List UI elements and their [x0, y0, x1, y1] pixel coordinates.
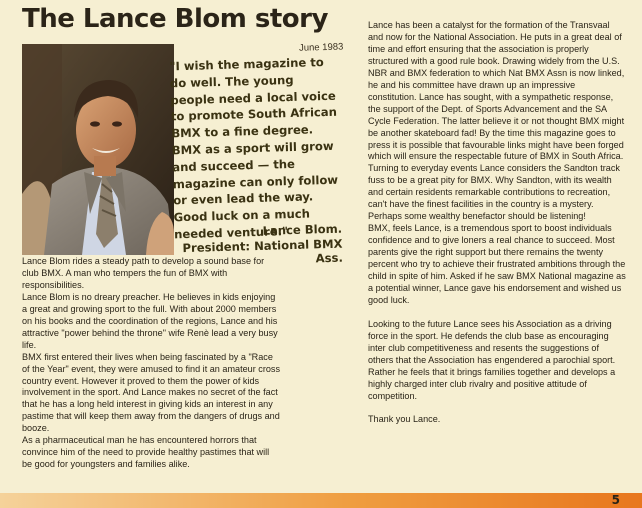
right-column — [368, 20, 626, 426]
paragraph-gap — [368, 402, 626, 414]
article-title: The Lance Blom story — [22, 4, 328, 34]
portrait-photo — [22, 44, 174, 255]
paragraph: Turning to everyday events Lance considers the Sandton track fuss to be a great pity for BMX. Why Sandton, with its wealth and certain residents remarkable contributions to recreation, can't have the finest facilities in the country is a mystery. Perhaps some wealthy benefactor should be listening! — [368, 163, 620, 222]
footer-bar — [0, 493, 642, 508]
quote-date: June 1983 — [298, 41, 344, 54]
page-number: 5 — [611, 493, 620, 507]
paragraph: BMX, feels Lance, is a tremendous sport to boost individuals confidence and to give loners a real chance to succeed. Most parents give the right support but there remains the twenty percent who try to achieve their frustrated ambitions through the child in spite of him. Asked if he saw BMX National magazine as a potential winner, Lance gave his endorsement and wished us good luck. — [368, 223, 626, 305]
paragraph: Lance Blom is no dreary preacher. He believes in kids enjoying a great and growing sport to the full. With about 2000 members on his books and the coordination of the regions, Lance and his attractive "power behind the throne" wife Renè lead a very busy life. — [22, 291, 278, 350]
left-column — [22, 256, 280, 471]
quote-text: "I wish the magazine to do well. The young people need a local voice to promote South African BMX to a fine degree. BMX as a sport will grow and succeed — the magazine can only follow or even lead the way. Good luck on a much needed venture." — [169, 55, 339, 242]
portrait-illustration — [22, 44, 174, 255]
paragraph: Looking to the future Lance sees his Association as a driving force in the sport. He defends the club base as encouraging inter club competitiveness and resents the suggestions of others that the Association has engendered a parochial sport. Rather he feels that it brings families together and develops a highly charged inter club rivalry and positive attitude of competition. — [368, 318, 616, 401]
paragraph: Lance Blom rides a steady path to develop a sound base for club BMX. A man who tempers the fun of BMX with responsibilities. — [22, 256, 265, 290]
paragraph-gap — [368, 307, 626, 319]
signature-name: Lance Blom. — [262, 221, 343, 238]
paragraph: Thank you Lance. — [368, 414, 441, 425]
pull-quote — [167, 38, 345, 275]
paragraph: As a pharmaceutical man he has encountered horrors that convince him of the need to provide healthy pastimes that will be good for youngsters and families alike. — [22, 435, 270, 470]
paragraph: BMX first entered their lives when being fascinated by a "Race of the Year" event, they were amused to find it an amateur cross country event. However it proved to them the power of kids involvement in the sport. And Lance makes no secret of the fact that he has a long held interest in giving kids an interest in any pastime that will keep them away from the dangers of drugs and booze. — [22, 351, 280, 434]
signature-title: President: National BMX Ass. — [182, 236, 344, 266]
paragraph: Lance has been a catalyst for the formation of the Transvaal and now for the National Association. He puts in a great deal of time and effort ensuring that the association is properly structured with a good rule book. Drawing widely from the U.S. NBR and BMX federation to which Nat BMX Assn is now linked, he and his committee have drawn up an impressive constitution. Lance has sought, with a sympathetic response, the support of the Dept. of Sports Advancement and the SA Cycle Federation. The latter believe it or not thought BMX might be another skateboard fad! By the time this magazine goes to press it is possible that favourable links might have been forged which will ensure the respectable future of BMX in South Africa. — [368, 20, 625, 162]
